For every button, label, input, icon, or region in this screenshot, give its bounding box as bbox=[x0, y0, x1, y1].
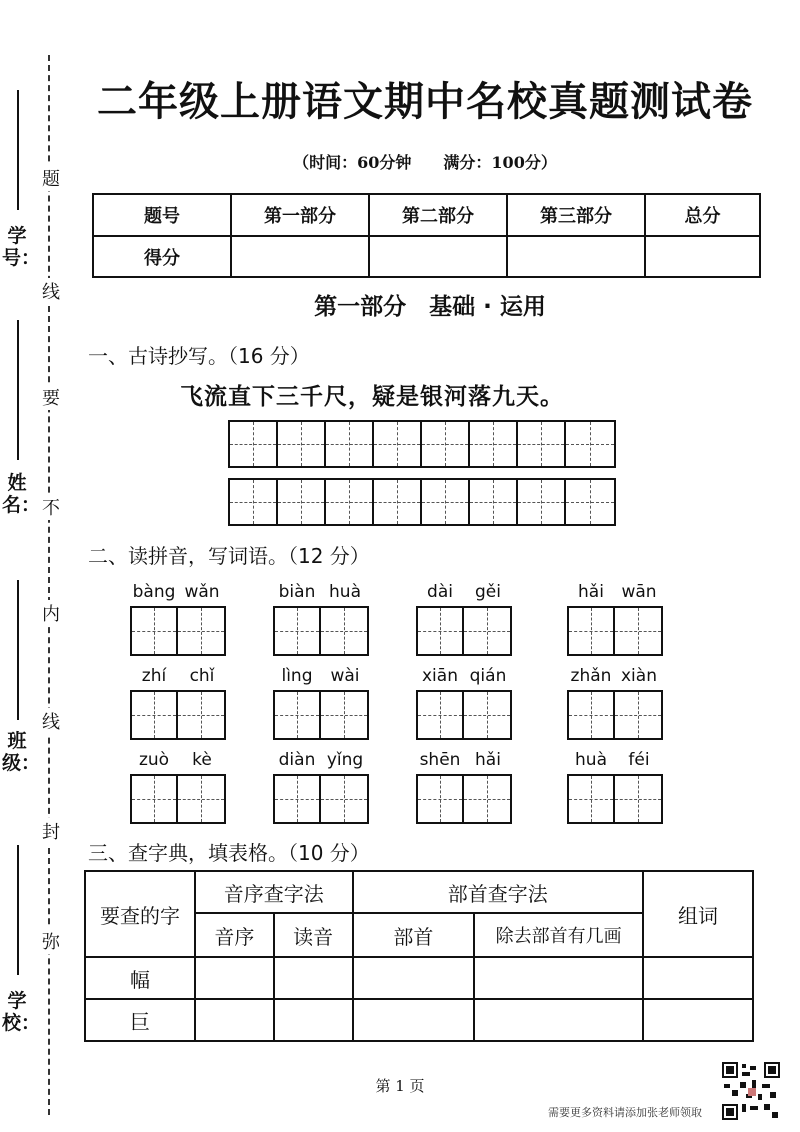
score-row-label: 得分 bbox=[93, 236, 231, 277]
pinyin-syllable: diàn bbox=[278, 750, 316, 770]
writing-cell[interactable] bbox=[374, 422, 422, 466]
pinyin-syllable: xiān bbox=[422, 666, 458, 686]
pinyin-syllable: huà bbox=[575, 750, 607, 770]
seal-char: 弥 bbox=[40, 928, 62, 954]
dictionary-table bbox=[84, 870, 754, 1042]
sub-col-header: 音序 bbox=[195, 913, 274, 957]
pinyin-syllable: bàng bbox=[132, 582, 176, 602]
writing-cell[interactable] bbox=[321, 608, 367, 654]
pinyin-label bbox=[416, 582, 516, 604]
answer-grid[interactable] bbox=[273, 774, 369, 824]
pinyin-word bbox=[273, 666, 373, 740]
writing-cell[interactable] bbox=[615, 608, 661, 654]
page-number: 第 1 页 bbox=[375, 1077, 425, 1095]
page-title: 二年级上册语文期中名校真题测试卷 bbox=[97, 79, 753, 125]
radical-method-header: 部首查字法 bbox=[353, 871, 643, 913]
name-line[interactable] bbox=[17, 320, 19, 460]
sub-col-header: 部首 bbox=[353, 913, 475, 957]
seal-char: 题 bbox=[40, 165, 62, 191]
writing-cell[interactable] bbox=[178, 608, 224, 654]
pinyin-syllable: lìng bbox=[281, 666, 313, 686]
score-input-cell[interactable] bbox=[645, 236, 760, 277]
pinyin-label bbox=[416, 750, 516, 772]
pinyin-word bbox=[567, 582, 667, 656]
pinyin-word bbox=[130, 666, 230, 740]
pinyin-syllable: huà bbox=[329, 582, 361, 602]
writing-grid-row[interactable] bbox=[228, 420, 616, 468]
answer-cell[interactable] bbox=[643, 957, 753, 999]
answer-grid[interactable] bbox=[416, 606, 512, 656]
score-header-cell: 第三部分 bbox=[507, 194, 645, 236]
writing-cell[interactable] bbox=[566, 480, 614, 524]
pinyin-syllable: kè bbox=[192, 750, 212, 770]
section-heading: 一、古诗抄写。（16 分） bbox=[88, 344, 310, 368]
answer-grid[interactable] bbox=[416, 690, 512, 740]
pinyin-label bbox=[273, 750, 373, 772]
writing-cell[interactable] bbox=[326, 422, 374, 466]
score-header-cell: 题号 bbox=[93, 194, 231, 236]
writing-cell[interactable] bbox=[275, 692, 321, 738]
writing-cell[interactable] bbox=[275, 776, 321, 822]
writing-cell[interactable] bbox=[422, 480, 470, 524]
writing-cell[interactable] bbox=[422, 422, 470, 466]
writing-cell[interactable] bbox=[464, 608, 510, 654]
score-table bbox=[92, 193, 761, 278]
student-id-line[interactable] bbox=[17, 90, 19, 210]
writing-cell[interactable] bbox=[178, 692, 224, 738]
part-title: 第一部分 基础 · 运用 bbox=[314, 294, 546, 320]
pinyin-syllable: wǎn bbox=[184, 582, 220, 602]
seal-char: 封 bbox=[40, 818, 62, 844]
writing-cell[interactable] bbox=[132, 692, 178, 738]
writing-cell[interactable] bbox=[566, 422, 614, 466]
seal-char: 内 bbox=[40, 600, 62, 626]
col-words-header: 组词 bbox=[643, 871, 753, 957]
pinyin-syllable: zhí bbox=[141, 666, 167, 686]
pinyin-word bbox=[416, 750, 516, 824]
pinyin-syllable: xiàn bbox=[621, 666, 657, 686]
pinyin-syllable: hǎi bbox=[578, 582, 604, 602]
writing-cell[interactable] bbox=[374, 480, 422, 524]
pinyin-syllable: qián bbox=[469, 666, 507, 686]
writing-cell[interactable] bbox=[464, 776, 510, 822]
score-input-cell[interactable] bbox=[231, 236, 369, 277]
exam-info: （时间：60分钟 满分：100分） bbox=[293, 153, 557, 172]
answer-cell[interactable] bbox=[195, 999, 274, 1041]
pinyin-label bbox=[567, 582, 667, 604]
answer-grid[interactable] bbox=[567, 606, 663, 656]
seal-char: 线 bbox=[40, 278, 62, 304]
pinyin-label bbox=[416, 666, 516, 688]
score-header-cell: 总分 bbox=[645, 194, 760, 236]
writing-cell[interactable] bbox=[321, 692, 367, 738]
seal-char: 要 bbox=[40, 384, 62, 410]
pinyin-word bbox=[567, 666, 667, 740]
answer-cell[interactable] bbox=[195, 957, 274, 999]
writing-cell[interactable] bbox=[569, 776, 615, 822]
sub-col-header: 读音 bbox=[274, 913, 353, 957]
pinyin-syllable: shēn bbox=[419, 750, 461, 770]
answer-cell[interactable] bbox=[274, 999, 353, 1041]
pinyin-syllable: zhǎn bbox=[570, 666, 612, 686]
writing-cell[interactable] bbox=[275, 608, 321, 654]
answer-grid[interactable] bbox=[567, 690, 663, 740]
pinyin-label bbox=[273, 582, 373, 604]
answer-grid[interactable] bbox=[416, 774, 512, 824]
promo-text: 需要更多资料请添加张老师领取 bbox=[548, 1106, 702, 1119]
writing-cell[interactable] bbox=[278, 480, 326, 524]
score-header-cell: 第二部分 bbox=[369, 194, 507, 236]
pinyin-label bbox=[130, 582, 230, 604]
writing-cell[interactable] bbox=[615, 692, 661, 738]
section-heading: 三、查字典，填表格。（10 分） bbox=[88, 841, 370, 865]
pinyin-word bbox=[130, 750, 230, 824]
writing-cell[interactable] bbox=[278, 422, 326, 466]
pinyin-word bbox=[273, 750, 373, 824]
answer-cell[interactable] bbox=[474, 999, 643, 1041]
writing-cell[interactable] bbox=[178, 776, 224, 822]
writing-cell[interactable] bbox=[470, 480, 518, 524]
score-input-cell[interactable] bbox=[507, 236, 645, 277]
class-line[interactable] bbox=[17, 580, 19, 720]
answer-cell[interactable] bbox=[353, 957, 475, 999]
answer-grid[interactable] bbox=[130, 606, 226, 656]
student-id-label: 学号： bbox=[2, 225, 41, 269]
poem-line: 飞流直下三千尺，疑是银河落九天。 bbox=[180, 384, 564, 410]
writing-cell[interactable] bbox=[569, 692, 615, 738]
school-line[interactable] bbox=[17, 845, 19, 975]
writing-cell[interactable] bbox=[518, 422, 566, 466]
score-input-cell[interactable] bbox=[369, 236, 507, 277]
pinyin-syllable: gěi bbox=[475, 582, 501, 602]
pinyin-syllable: yǐng bbox=[326, 750, 364, 770]
pinyin-label bbox=[130, 750, 230, 772]
school-label: 学校： bbox=[2, 990, 41, 1034]
pinyin-syllable: chǐ bbox=[189, 666, 215, 686]
answer-grid[interactable] bbox=[130, 690, 226, 740]
pinyin-label bbox=[567, 750, 667, 772]
sub-col-header: 除去部首有几画 bbox=[474, 913, 643, 957]
score-header-cell: 第一部分 bbox=[231, 194, 369, 236]
pinyin-syllable: dài bbox=[427, 582, 453, 602]
binding-dashed-line bbox=[48, 55, 50, 1115]
writing-cell[interactable] bbox=[464, 692, 510, 738]
writing-cell[interactable] bbox=[230, 480, 278, 524]
pinyin-word bbox=[273, 582, 373, 656]
writing-cell[interactable] bbox=[518, 480, 566, 524]
writing-cell[interactable] bbox=[132, 776, 178, 822]
writing-cell[interactable] bbox=[326, 480, 374, 524]
answer-grid[interactable] bbox=[130, 774, 226, 824]
seal-char: 线 bbox=[40, 708, 62, 734]
pinyin-syllable: féi bbox=[628, 750, 650, 770]
class-label: 班级： bbox=[2, 730, 41, 774]
pinyin-label bbox=[130, 666, 230, 688]
seal-char: 不 bbox=[40, 494, 62, 520]
writing-cell[interactable] bbox=[321, 776, 367, 822]
phonetic-method-header: 音序查字法 bbox=[195, 871, 353, 913]
section-heading: 二、读拼音，写词语。（12 分） bbox=[88, 544, 370, 568]
writing-cell[interactable] bbox=[569, 608, 615, 654]
pinyin-word bbox=[567, 750, 667, 824]
pinyin-syllable: wài bbox=[330, 666, 360, 686]
pinyin-syllable: wān bbox=[621, 582, 657, 602]
pinyin-syllable: biàn bbox=[278, 582, 316, 602]
writing-cell[interactable] bbox=[418, 692, 464, 738]
name-label: 姓名： bbox=[2, 472, 41, 516]
pinyin-word bbox=[416, 666, 516, 740]
writing-cell[interactable] bbox=[418, 608, 464, 654]
answer-grid[interactable] bbox=[273, 606, 369, 656]
writing-cell[interactable] bbox=[615, 776, 661, 822]
answer-grid[interactable] bbox=[567, 774, 663, 824]
col-char-header: 要查的字 bbox=[85, 871, 195, 957]
query-char: 巨 bbox=[85, 999, 195, 1041]
answer-cell[interactable] bbox=[474, 957, 643, 999]
pinyin-label bbox=[273, 666, 373, 688]
qr-code-icon bbox=[722, 1062, 780, 1120]
pinyin-syllable: hǎi bbox=[475, 750, 501, 770]
writing-cell[interactable] bbox=[470, 422, 518, 466]
pinyin-word bbox=[416, 582, 516, 656]
answer-cell[interactable] bbox=[643, 999, 753, 1041]
writing-cell[interactable] bbox=[418, 776, 464, 822]
pinyin-label bbox=[567, 666, 667, 688]
answer-cell[interactable] bbox=[274, 957, 353, 999]
pinyin-word bbox=[130, 582, 230, 656]
writing-cell[interactable] bbox=[132, 608, 178, 654]
answer-cell[interactable] bbox=[353, 999, 475, 1041]
query-char: 幅 bbox=[85, 957, 195, 999]
writing-cell[interactable] bbox=[230, 422, 278, 466]
pinyin-syllable: zuò bbox=[138, 750, 170, 770]
answer-grid[interactable] bbox=[273, 690, 369, 740]
writing-grid-row[interactable] bbox=[228, 478, 616, 526]
